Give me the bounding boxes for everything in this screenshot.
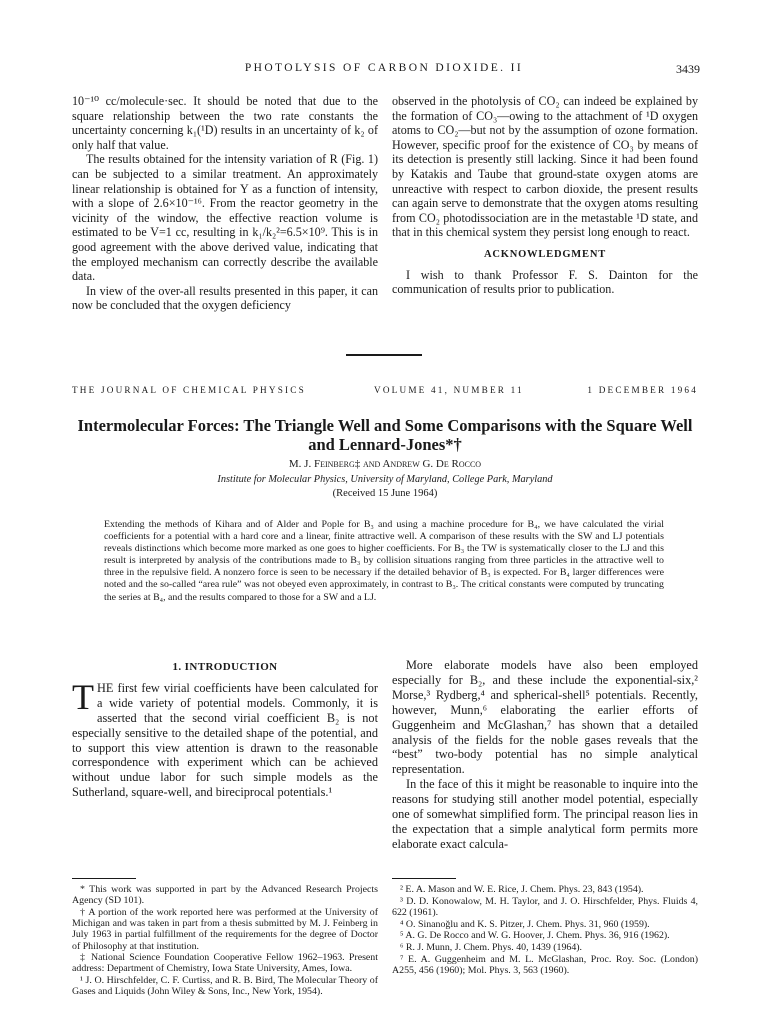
intro-right-column — [392, 658, 698, 852]
journal-date: 1 DECEMBER 1964 — [587, 385, 698, 395]
journal-name: THE JOURNAL OF CHEMICAL PHYSICS — [72, 385, 306, 395]
footnote: ⁷ E. A. Guggenheim and M. L. McGlashan, Proc. Roy. Soc. (London) A255, 456 (1960); Mol. Phys. 3, 563 (1960). — [392, 953, 698, 976]
acknowledgment-text: I wish to thank Professor F. S. Dainton for the communication of results prior to publication. — [392, 267, 698, 297]
page-number: 3439 — [676, 62, 700, 76]
footnote: * This work was supported in part by the Advanced Research Projects Agency (SD 101). — [72, 884, 378, 907]
paragraph — [72, 676, 378, 800]
paragraph-text: HE first few virial coefficients have been calculated for a wide variety of potential models. Commonly, it is asserted that the second virial coefficient B₂ is not especially sensitive to the detailed shape of the potential, and to support this view attention is drawn to the reasonable correspondence with experiment which can be achieved without undue labor for such simple models as the Sutherland, square-well, and bireciprocal potentials.¹ — [72, 680, 378, 800]
acknowledgment-heading: ACKNOWLEDGMENT — [483, 248, 607, 260]
title-line: and Lennard-Jones*† — [308, 435, 462, 454]
affiliation: Institute for Molecular Physics, University of Maryland, College Park, Maryland — [217, 474, 553, 485]
author-conjunction: and — [360, 458, 383, 470]
section-heading: 1. INTRODUCTION — [172, 661, 278, 673]
journal-volume: VOLUME 41, NUMBER 11 — [374, 385, 524, 395]
footnote: ³ D. D. Konowalow, M. H. Taylor, and J. O. Hirschfelder, Phys. Fluids 4, 622 (1961). — [392, 895, 698, 918]
paragraph: The results obtained for the intensity variation of R (Fig. 1) can be subjected to a similar treatment. An approximately linear relationship is obtained for Y as a function of intensity, with a slope of 2.6×10⁻¹⁶. From the reactor geometry in the vicinity of the window, the effective reaction volume is estimated to be V=1 cc, resulting in k₁/k₂²=6.5×10⁹. This is in good agreement with the above derived value, indicating that the employed mechanism can correctly describe the available data. — [72, 152, 378, 284]
article-separator-rule — [346, 354, 422, 356]
author: Andrew G. De Rocco — [382, 458, 482, 470]
previous-article-right-column — [392, 94, 698, 297]
paragraph: More elaborate models have also been employed especially for B₂, and these include the exponential-six,² Morse,³ Rydberg,⁴ and spherical-shell⁵ potentials. Recently, however, Munn,⁶ elaborating the earlier efforts of Guggenheim and McGlashan,⁷ has shown that a detailed analysis of the fields for the noble gases reveals that the “best” two-body potential has no simple analytical representation. — [392, 658, 698, 777]
journal-line — [72, 385, 698, 399]
author: M. J. Feinberg‡ — [288, 458, 361, 470]
intro-left-column — [72, 658, 378, 800]
running-head — [0, 62, 768, 78]
footnote: ⁶ R. J. Munn, J. Chem. Phys. 40, 1439 (1964). — [400, 942, 583, 954]
received-date: (Received 15 June 1964) — [332, 488, 438, 499]
authors — [72, 458, 698, 470]
footnote-rule — [72, 878, 136, 879]
footnote: ¹ J. O. Hirschfelder, C. F. Curtiss, and R. B. Bird, The Molecular Theory of Gases and Liquids (John Wiley & Sons, Inc., New York, 1954). — [72, 975, 378, 998]
paragraph: In the face of this it might be reasonable to inquire into the reasons for studying still another model potential, especially one of somewhat simplified form. The principal reason lies in the expectation that a simple analytical form permits more elaborate exact calcula- — [392, 777, 698, 851]
footnote-rule — [392, 878, 456, 879]
previous-article-left-column — [72, 94, 378, 313]
footnote: ⁴ O. Sinanoğlu and K. S. Pitzer, J. Chem. Phys. 31, 960 (1959). — [400, 918, 650, 930]
title-line: Intermolecular Forces: The Triangle Well and Some Comparisons with the Square Well — [77, 416, 693, 435]
footnotes-right — [392, 878, 698, 977]
paragraph: observed in the photolysis of CO₂ can indeed be explained by the formation of CO₃—owing to the attachment of ¹D oxygen atoms to CO₂—but not by the assumption of ozone formation. However, specific proof for the existence of CO₃ by means of its detection is presently still lacking. Since it had been found by Katakis and Taube that ground-state oxygen atoms are unreactive with respect to carbon dioxide, the present results can again serve to demonstrate that the oxygen atoms resulting from CO₂ photodissociation are in the metastable ¹D state, and that in this chemical system they persist long enough to react. — [392, 94, 698, 240]
footnote: ‡ National Science Foundation Cooperative Fellow 1962–1963. Present address: Department of Chemistry, Iowa State University, Ames, Iowa. — [72, 952, 378, 975]
abstract: Extending the methods of Kihara and of Alder and Pople for B₃ and using a machine procedure for B₄, we have calculated the virial coefficients for a potential with a hard core and a linear, finite attractive well. A comparison of these results with the SW and LJ potentials reveals distinctions which become more marked as one goes to higher coefficients. For B₃ the TW is systematically closer to the LJ and this result is interpreted by analysis of the contributions made to B₃ by collision situations ranging from three particles in the attractive well to three in the repulsive field. A nonzero force is seen to be necessary if the detailed behavior of B₃ is expected. For B₄ larger differences were noted and the so-called “area rule” was not obeyed even approximately, in contrast to B₃. The critical constants were computed by truncating the series at B₄, and the results compared to those for a SW and a LJ. — [104, 519, 664, 603]
footnote: † A portion of the work reported here was performed at the University of Michigan and was taken in part from a thesis submitted by M. J. Feinberg in July 1963 in partial fulfillment of the requirements for the degree of Doctor of Philosophy at that institution. — [72, 906, 378, 952]
running-title: PHOTOLYSIS OF CARBON DIOXIDE. II — [244, 62, 524, 74]
drop-cap: T — [72, 676, 94, 717]
paragraph: In view of the over-all results presented in this paper, it can now be concluded that the oxygen deficiency — [72, 283, 378, 313]
paragraph: 10⁻¹⁰ cc/molecule·sec. It should be noted that due to the square relationship between the two rate constants the uncertainty concerning k₁(¹D) results in an uncertainty of k₂ of only half that value. — [72, 94, 378, 152]
footnote: ⁵ A. G. De Rocco and W. G. Hoover, J. Chem. Phys. 36, 916 (1962). — [400, 930, 670, 942]
article-title — [72, 416, 698, 454]
footnotes-left — [72, 878, 378, 998]
footnote: ² E. A. Mason and W. E. Rice, J. Chem. Phys. 23, 843 (1954). — [400, 884, 644, 895]
